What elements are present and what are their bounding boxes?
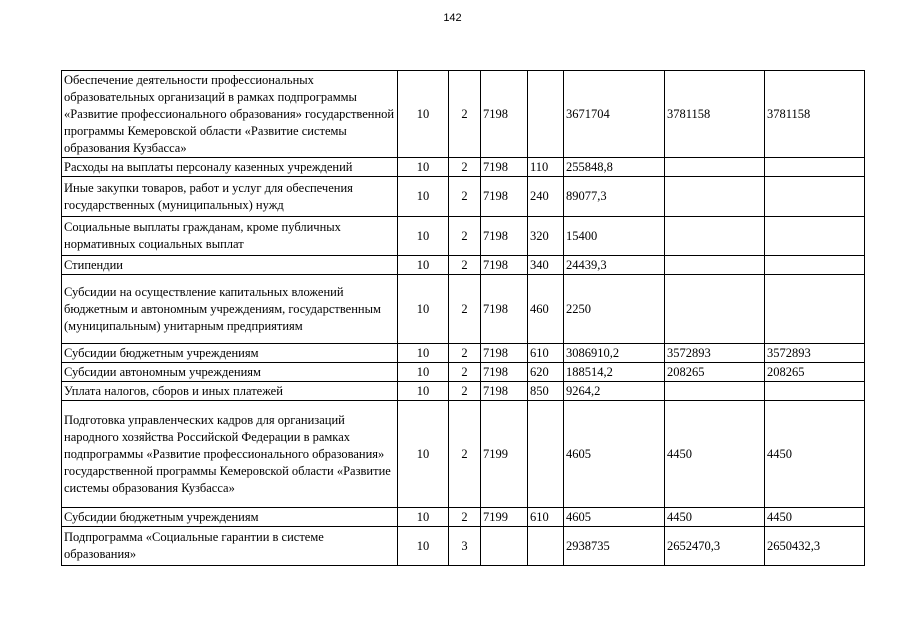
section-code: 10 [398, 344, 449, 363]
subsection-code: 2 [449, 363, 481, 382]
target-article-code: 7198 [481, 275, 528, 344]
subsection-code: 2 [449, 217, 481, 256]
amount-year-2 [665, 382, 765, 401]
target-article-code: 7198 [481, 344, 528, 363]
amount-year-1: 15400 [564, 217, 665, 256]
target-article-code: 7198 [481, 217, 528, 256]
amount-year-2: 4450 [665, 401, 765, 508]
subsection-code: 2 [449, 382, 481, 401]
amount-year-1: 2250 [564, 275, 665, 344]
expense-type-code: 110 [528, 158, 564, 177]
amount-year-3 [765, 275, 865, 344]
section-code: 10 [398, 275, 449, 344]
amount-year-3 [765, 158, 865, 177]
table-row [62, 508, 865, 527]
target-article-code [481, 527, 528, 566]
target-article-code: 7198 [481, 71, 528, 158]
amount-year-1: 9264,2 [564, 382, 665, 401]
amount-year-1: 188514,2 [564, 363, 665, 382]
amount-year-2 [665, 275, 765, 344]
amount-year-2 [665, 158, 765, 177]
target-article-code: 7198 [481, 256, 528, 275]
amount-year-1: 3086910,2 [564, 344, 665, 363]
amount-year-1: 4605 [564, 508, 665, 527]
table-row [62, 363, 865, 382]
section-code: 10 [398, 71, 449, 158]
target-article-code: 7198 [481, 158, 528, 177]
amount-year-1: 2938735 [564, 527, 665, 566]
table-row [62, 177, 865, 217]
amount-year-3: 4450 [765, 508, 865, 527]
table-row [62, 527, 865, 566]
section-code: 10 [398, 217, 449, 256]
table-row [62, 158, 865, 177]
section-code: 10 [398, 177, 449, 217]
expense-type-code [528, 401, 564, 508]
amount-year-2 [665, 217, 765, 256]
amount-year-2: 3572893 [665, 344, 765, 363]
section-code: 10 [398, 158, 449, 177]
row-name: Иные закупки товаров, работ и услуг для обеспечения государственных (муниципальных) нужд [62, 177, 398, 217]
amount-year-3: 3781158 [765, 71, 865, 158]
amount-year-2 [665, 256, 765, 275]
subsection-code: 2 [449, 158, 481, 177]
subsection-code: 2 [449, 344, 481, 363]
amount-year-2: 208265 [665, 363, 765, 382]
table-row [62, 275, 865, 344]
table-row [62, 217, 865, 256]
amount-year-3: 3572893 [765, 344, 865, 363]
amount-year-3 [765, 382, 865, 401]
target-article-code: 7199 [481, 508, 528, 527]
subsection-code: 2 [449, 71, 481, 158]
expense-type-code: 320 [528, 217, 564, 256]
row-name: Социальные выплаты гражданам, кроме публичных нормативных социальных выплат [62, 217, 398, 256]
section-code: 10 [398, 508, 449, 527]
budget-table [61, 70, 865, 566]
amount-year-3: 4450 [765, 401, 865, 508]
amount-year-1: 24439,3 [564, 256, 665, 275]
subsection-code: 2 [449, 401, 481, 508]
row-name: Подготовка управленческих кадров для организаций народного хозяйства Российской Федерации в рамках подпрограммы «Развитие профессионального образования» государственной программы Кемеровской области «Развитие системы образования Кузбасса» [62, 401, 398, 508]
amount-year-3 [765, 177, 865, 217]
target-article-code: 7198 [481, 177, 528, 217]
page-number: 142 [443, 12, 462, 24]
table-row [62, 344, 865, 363]
target-article-code: 7198 [481, 382, 528, 401]
amount-year-3 [765, 256, 865, 275]
expense-type-code: 610 [528, 344, 564, 363]
expense-type-code: 460 [528, 275, 564, 344]
table-row [62, 71, 865, 158]
row-name: Расходы на выплаты персоналу казенных учреждений [62, 158, 398, 177]
expense-type-code [528, 527, 564, 566]
amount-year-2: 4450 [665, 508, 765, 527]
amount-year-2 [665, 177, 765, 217]
row-name: Субсидии автономным учреждениям [62, 363, 398, 382]
target-article-code: 7198 [481, 363, 528, 382]
subsection-code: 2 [449, 177, 481, 217]
amount-year-1: 3671704 [564, 71, 665, 158]
table-row [62, 256, 865, 275]
row-name: Подпрограмма «Социальные гарантии в системе образования» [62, 527, 398, 566]
section-code: 10 [398, 527, 449, 566]
subsection-code: 2 [449, 256, 481, 275]
row-name: Субсидии бюджетным учреждениям [62, 344, 398, 363]
amount-year-3: 208265 [765, 363, 865, 382]
amount-year-3: 2650432,3 [765, 527, 865, 566]
table-row [62, 401, 865, 508]
amount-year-3 [765, 217, 865, 256]
expense-type-code: 620 [528, 363, 564, 382]
amount-year-2: 2652470,3 [665, 527, 765, 566]
expense-type-code: 610 [528, 508, 564, 527]
expense-type-code [528, 71, 564, 158]
subsection-code: 2 [449, 275, 481, 344]
expense-type-code: 340 [528, 256, 564, 275]
row-name: Стипендии [62, 256, 398, 275]
section-code: 10 [398, 382, 449, 401]
row-name: Субсидии на осуществление капитальных вложений бюджетным и автономным учреждениям, государственным (муниципальным) унитарным предприятиям [62, 275, 398, 344]
section-code: 10 [398, 256, 449, 275]
target-article-code: 7199 [481, 401, 528, 508]
subsection-code: 2 [449, 508, 481, 527]
subsection-code: 3 [449, 527, 481, 566]
expense-type-code: 240 [528, 177, 564, 217]
amount-year-2: 3781158 [665, 71, 765, 158]
section-code: 10 [398, 363, 449, 382]
amount-year-1: 255848,8 [564, 158, 665, 177]
row-name: Уплата налогов, сборов и иных платежей [62, 382, 398, 401]
expense-type-code: 850 [528, 382, 564, 401]
table-row [62, 382, 865, 401]
row-name: Обеспечение деятельности профессиональных образовательных организаций в рамках подпрограммы «Развитие профессионального образования» государственной программы Кемеровской области «Развитие системы образования Кузбасса» [62, 71, 398, 158]
amount-year-1: 89077,3 [564, 177, 665, 217]
row-name: Субсидии бюджетным учреждениям [62, 508, 398, 527]
section-code: 10 [398, 401, 449, 508]
amount-year-1: 4605 [564, 401, 665, 508]
